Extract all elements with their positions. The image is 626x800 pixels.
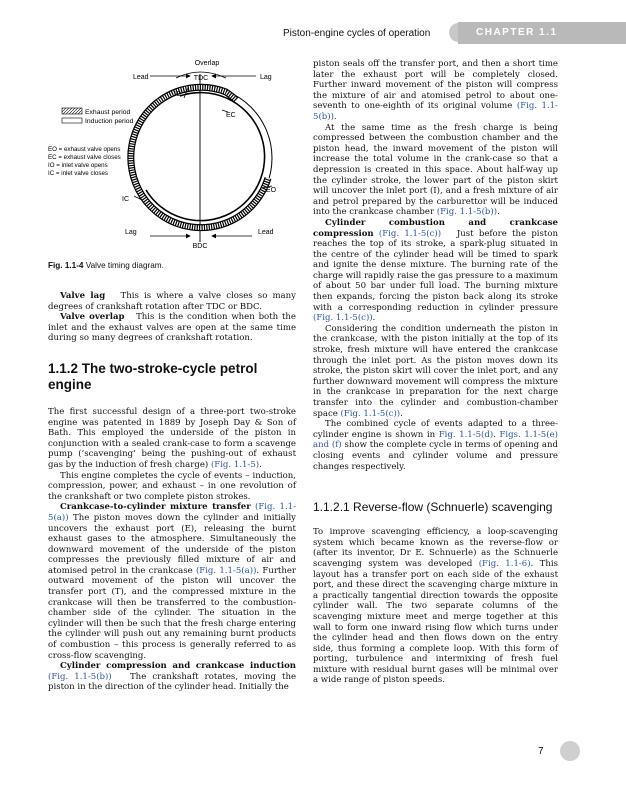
fig-ref-link[interactable]: (Fig. 1.1-5(b)) <box>48 671 112 682</box>
legend-induction-swatch <box>62 118 82 123</box>
fig-ref-link[interactable]: (Fig. 1.1-5(b)) <box>313 101 559 122</box>
label-lag-bottom: Lag <box>125 229 137 236</box>
fig-ref-link[interactable]: (Fig. 1.1-5(c)) <box>340 408 401 419</box>
chapter-label: CHAPTER 1.1 <box>476 27 558 38</box>
label-overlap: Overlap <box>194 60 220 67</box>
section-heading-two-stroke: 1.1.2 The two-stroke-cycle petrol engine <box>48 360 258 392</box>
page-number-circle <box>560 741 580 761</box>
fig-ref-link[interactable]: Fig. 1.1-5(d) <box>438 429 494 440</box>
fig-ref-link[interactable]: (Fig. 1.1-5(b)) <box>436 207 498 218</box>
paragraph-schnuerle: To improve scavenging efficiency, a loop-scavenging system which became known as the reverse-flow or (after its inventor, Dr E. Schnuerle) as the Schnuerle scavenging system was developed (Fig. 1.1-6). This layout has a transfer port on each side of the exhaust port, and these direct the scavenging charge mixture in a practically tangential direction towards the opposite cylinder wall. The two separate columns of the scavenging mixture meet and merge together at this wall to form one inward rising flow which turns under the cylinder head and then flows down on the entry side, thus forming a complete loop. With this form of porting, turbulence and intermixing of fresh fuel mixture with residual burnt gases will be minimal over a wide range of piston speeds. <box>313 527 559 686</box>
label-eo: EO <box>266 187 277 194</box>
fig-ref-link[interactable]: (Fig. 1.1-5(c)) <box>378 228 442 239</box>
section-heading-reverse-flow: 1.1.2.1 Reverse-flow (Schnuerle) scavenging <box>313 500 553 515</box>
fig-ref-link[interactable]: (Fig. 1.1-6) <box>478 558 531 569</box>
label-bdc: BDC <box>192 243 208 250</box>
induction-period-arc <box>146 93 265 221</box>
label-lead-top: Lead <box>133 74 149 81</box>
legend-eo: EO = exhaust valve opens <box>48 146 121 153</box>
right-column <box>313 59 558 686</box>
label-ic-left: IC <box>122 196 129 203</box>
paragraph-mixture-transfer: Crankcase-to-cylinder mixture transfer (Fig. 1.1-5(a)) The piston moves down the cylinder and initially uncovers the exhaust port (E), releasing the burnt exhaust gases to the atmosphere. Simultaneously the downward movement of the underside of the piston compresses the previously filled mixture of air and atomised petrol in the crankcase (Fig. 1.1-5(a)). Further outward movement of the piston will uncover the transfer port (T), and the compressed mixture in the crankcase will then be transferred to the combustion-chamber side of the cylinder. The situation in the cylinder will then be such that the fresh charge entering the cylinder will push out any remaining burnt products of combustion – this process is generally referred to as cross-flow scavenging. <box>48 502 297 661</box>
label-lag-top: Lag <box>260 74 272 81</box>
figure-caption-number: Fig. 1.1-4 <box>48 261 84 270</box>
figure-caption-text: Valve timing diagram. <box>85 261 164 270</box>
paragraph-compression-induction: Cylinder compression and crankcase induction (Fig. 1.1-5(b)) The crankshaft rotates, moving the piston in the direction of the cylinder head. Initially the <box>48 661 297 693</box>
fig-ref-link[interactable]: (Fig. 1.1-5) <box>210 459 260 470</box>
label-ec: EC <box>226 112 236 119</box>
fig-ref-link[interactable]: (Fig. 1.1-5(a)) <box>195 565 257 576</box>
figure-caption <box>48 261 164 270</box>
page-number: 7 <box>538 746 544 757</box>
label-tdc: TDC <box>193 75 209 82</box>
label-ic-top: IC <box>174 91 181 98</box>
legend-ec: EC = exhaust valve closes <box>48 154 121 161</box>
legend-induction-period: Induction period <box>85 118 134 125</box>
paragraph-crankcase-condition: Considering the condition underneath the piston in the crankcase, with the piston initially at the top of its stroke, fresh mixture will have entered the crankcase through the inlet port. As the piston moves down its stroke, the piston skirt will cover the inlet port, and any further downward movement will compress the mixture in the crankcase in preparation for the next charge transfer into the cylinder and combustion-chamber space (Fig. 1.1-5(c)). <box>313 323 558 419</box>
paragraph-cycle-overview: This engine completes the cycle of events – induction, compression, power, and exhaust – in one revolution of the crankshaft or two complete piston strokes. <box>48 470 296 502</box>
fig-ref-link[interactable]: Figs. 1.1-5(e) and (f) <box>313 429 558 451</box>
legend-ic: IC = inlet valve closes <box>48 170 109 177</box>
legend-io: IO = inlet valve opens <box>48 162 108 169</box>
fig-ref-link[interactable]: (Fig. 1.1-5(a)) <box>48 502 296 523</box>
paragraph-combined-cycle: The combined cycle of events adapted to a three-cylinder engine is shown in Fig. 1.1-5(d). Figs. 1.1-5(e) and (f) show the complete cycle in terms of opening and closing events and cylinder volume and pressure changes respectively. <box>313 419 558 472</box>
paragraph-valve-lag: Valve lag This is where a valve closes so many degrees of crankshaft rotation after TDC or BDC. <box>48 291 296 312</box>
running-title: Piston-engine cycles of operation <box>283 28 431 39</box>
label-lead-bottom: Lead <box>258 229 274 236</box>
paragraph-valve-overlap: Valve overlap This is the condition when both the inlet and the exhaust valves are open at the same time during so many degrees of crankshaft rotation. <box>48 312 296 344</box>
left-column <box>48 291 296 693</box>
legend-exhaust-period: Exhaust period <box>85 109 131 116</box>
legend-exhaust-swatch <box>62 108 82 114</box>
paragraph-day-engine: The first successful design of a three-port two-stroke engine was patented in 1889 by Joseph Day & Son of Bath. This employed the underside of the piston in conjunction with a sealed crank-case to form a scavenge pump (‘scavenging’ being the pushing-out of exhaust gas by the induction of fresh charge) (Fig. 1.1-5). <box>48 406 296 470</box>
fig-ref-link[interactable]: (Fig. 1.1-5(c)) <box>313 313 373 324</box>
paragraph-combustion-compression: Cylinder combustion and crankcase compression (Fig. 1.1-5(c)) Just before the piston reaches the top of its stroke, a spark-plug situated in the centre of the cylinder head will be timed to spark and ignite the dense mixture. The burning rate of the charge will rapidly raise the gas pressure to a maximum of about 50 bar under full load. The burning mixture then expands, forcing the piston back along its stroke with a corresponding reduction in cylinder pressure (Fig. 1.1-5(c)). <box>313 217 559 324</box>
valve-timing-diagram <box>0 56 300 256</box>
paragraph-crankcase-depression: At the same time as the fresh charge is being compressed between the combustion chamber and the piston head, the inward movement of the piston will increase the total volume in the crank-case so that a depression is created in this space. About half-way up the cylinder stroke, the lower part of the piston skirt will uncover the inlet port (I), and a fresh mixture of air and petrol prepared by the carburettor will be induced into the crankcase chamber (Fig. 1.1-5(b)). <box>313 122 558 218</box>
paragraph-port-sealing: piston seals off the transfer port, and then a short time later the exhaust port will be completely closed. Further inward movement of the piston will compress the mixture of air and atomised petrol to about one-seventh to one-eighth of its original volume (Fig. 1.1-5(b)). <box>313 59 559 122</box>
